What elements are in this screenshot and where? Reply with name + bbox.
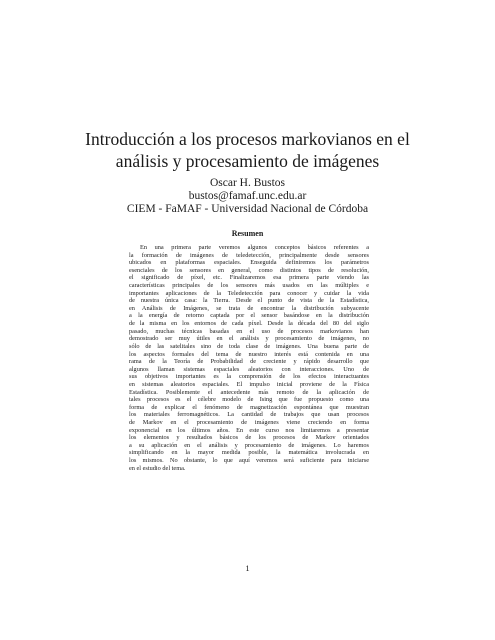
abstract-line: de nuestra única casa: la Tierra. Desde el punto de vista de la Estadística, xyxy=(129,297,369,305)
abstract-line: simplificando en la mayor medida posible, la matemática involucrada en xyxy=(129,449,369,457)
abstract-line: algunos llaman sistemas espaciales aleatorios con interacciones. Uno de xyxy=(129,365,369,373)
abstract-body xyxy=(129,244,369,472)
abstract-line: de la misma en los entornos de cada píxel. Desde la década del 80 del siglo xyxy=(129,320,369,328)
abstract-line: sus objetivos importantes es la comprensión de los efectos interactuantes xyxy=(129,373,369,381)
abstract-line: los aspectos formales del tema de nuestro interés está contenida en una xyxy=(129,350,369,358)
abstract-line: los mismos. No obstante, lo que aquí veremos será suficiente para iniciarse xyxy=(129,457,369,465)
abstract-line: En una primera parte veremos algunos conceptos básicos referentes a xyxy=(140,244,369,251)
abstract-line: rama de la Teoría de Probabilidad de creciente y rápido desarrollo que xyxy=(129,358,369,366)
abstract-line: a su aplicación en el análisis y procesamiento de imágenes. Lo haremos xyxy=(129,441,369,449)
abstract-line: exponencial en los últimos años. En este curso nos limitaremos a presentar xyxy=(129,426,369,434)
author-email: bustos@famaf.unc.edu.ar xyxy=(188,190,307,202)
abstract-line: pasado, muchas técnicas basadas en el uso de procesos markovianos han xyxy=(129,327,369,335)
paper-title xyxy=(60,128,435,172)
abstract-line: demostrado ser muy útiles en el análisis y procesamiento de imágenes, no xyxy=(129,335,369,343)
abstract-heading: Resumen xyxy=(231,229,264,238)
author-block xyxy=(60,177,435,216)
abstract-line: características principales de los sensores más usados en las múltiples e xyxy=(129,282,369,290)
title-line: Introducción a los procesos markovianos en el xyxy=(85,129,410,149)
abstract-line: sólo de las satelitales sino de toda clase de imágenes. Una buena parte de xyxy=(129,342,369,350)
abstract-line: importantes aplicaciones de la Teledetección para conocer y cuidar la vida xyxy=(129,289,369,297)
abstract-line: tales procesos es el célebre modelo de Ising que fue propuesto como una xyxy=(129,396,369,404)
abstract-line: esenciales de los sensores en general, como distintos tipos de resolución, xyxy=(129,266,369,274)
author-affiliation: CIEM - FaMAF - Universidad Nacional de Córdoba xyxy=(126,203,369,215)
abstract-line: en sistemas aleatorios espaciales. El impulso inicial proviene de la Física xyxy=(129,380,369,388)
title-line: análisis y procesamiento de imágenes xyxy=(115,151,380,171)
abstract-line: en el estudio del tema. xyxy=(129,464,186,472)
abstract-line: Estadística. Posiblemente el antecedente más remoto de la aplicación de xyxy=(129,388,369,396)
abstract-line: los materiales ferromagnéticos. La cantidad de trabajos que usan procesos xyxy=(129,411,369,419)
abstract-line: la formación de imágenes de teledetección, principalmente desde sensores xyxy=(129,251,369,259)
abstract-line: a la energía de retorno captada por el sensor basándose en la distribución xyxy=(129,312,369,320)
abstract-line: los elementos y resultados básicos de los procesos de Markov orientados xyxy=(129,434,369,442)
abstract-line: el significado de píxel, etc. Finalizaremos esa primera parte viendo las xyxy=(129,274,369,282)
abstract-line: de Markov en el procesamiento de imágenes viene creciendo en forma xyxy=(129,419,369,427)
author-name: Oscar H. Bustos xyxy=(209,177,286,189)
page-number: 1 xyxy=(245,563,250,573)
abstract-line: forma de explicar el fenómeno de magnetización espontánea que muestran xyxy=(129,403,369,411)
abstract-line: ubicados en plataformas espaciales. Enseguida definiremos los parámetros xyxy=(129,259,369,267)
abstract-line: en Análisis de Imágenes, se trata de encontrar la distribución subyacente xyxy=(129,304,369,312)
